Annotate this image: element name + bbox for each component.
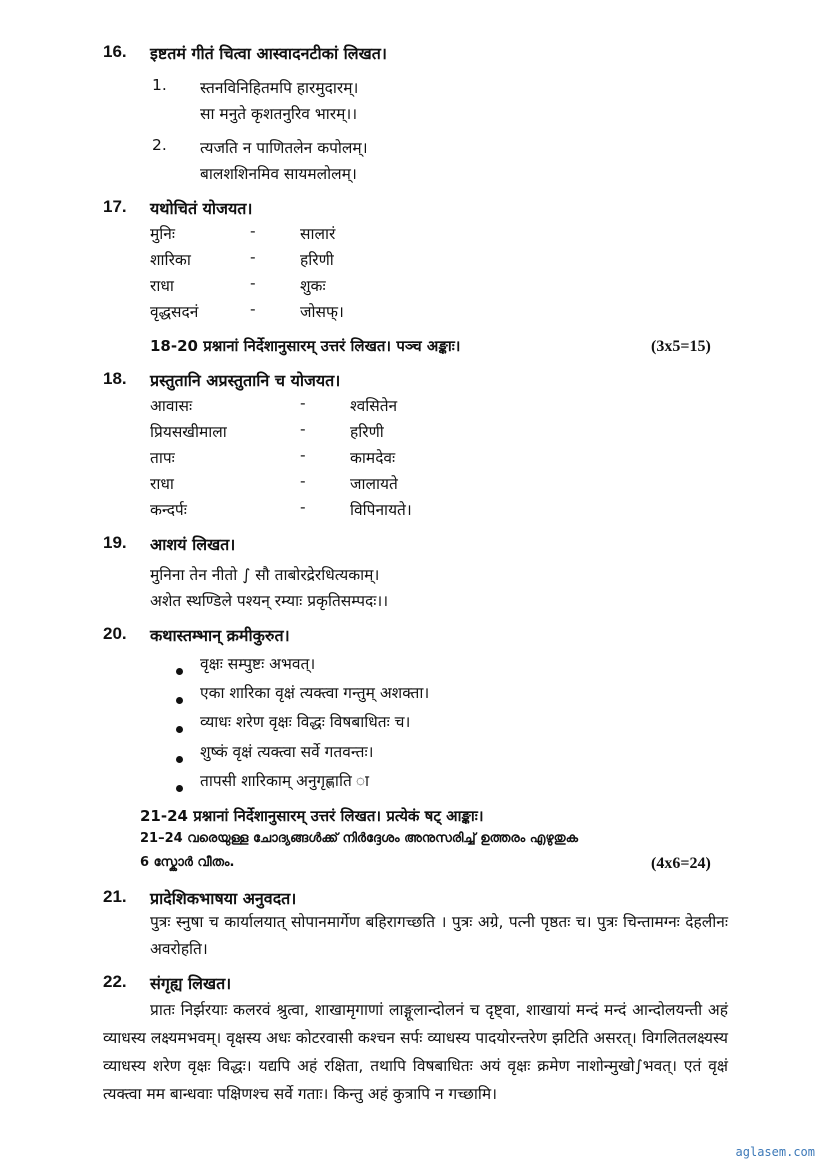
- section-18-20-instruction: 18-20 प्रश्नानां निर्देशानुसारम् उत्तरं लिखत। पञ्च अङ्काः।: [150, 337, 461, 355]
- q17-right-item: हरिणी: [300, 251, 334, 269]
- q19-verse-line1: मुनिना तेन नीतो ∫ सौ ताबोरद्रेरधित्यकाम्।: [150, 566, 380, 584]
- q17-number: 17.: [103, 197, 127, 216]
- q21-passage: पुत्रः स्नुषा च कार्यालयात् सोपानमार्गेण बहिरागच्छति । पुत्रः अग्रे, पत्नी पृष्ठतः च। पुत्रः चिन्तामग्नः देहलीनः अवरोहति।: [150, 913, 728, 958]
- q22-number: 22.: [103, 972, 127, 991]
- q18-right-item: श्वसितेन: [350, 397, 398, 415]
- q18-number: 18.: [103, 369, 127, 388]
- q17-right-item: शुकः: [300, 277, 326, 295]
- q16-verse1-number: 1.: [152, 76, 167, 94]
- q17-right-item: जोसफ्।: [300, 303, 344, 321]
- q17-left-item: शारिका: [150, 251, 191, 269]
- q17-right-item: सालारं: [300, 225, 336, 243]
- q18-left-item: आवासः: [150, 397, 193, 415]
- section-21-24-instruction: 21-24 प्रश्नानां निर्देशानुसारम् उत्तरं लिखत। प्रत्येकं षट् आङ्काः।: [140, 807, 484, 825]
- q18-right-item: जालायते: [350, 475, 398, 493]
- q17-dash: -: [250, 300, 256, 318]
- q19-title: आशयं लिखत।: [150, 535, 236, 554]
- q21-title: प्रादेशिकभाषया अनुवदत।: [150, 889, 297, 908]
- q19-verse-line2: अशेत स्थण्डिले पश्यन् रम्याः प्रकृतिसम्पदः।।: [150, 592, 389, 610]
- q17-left-item: राधा: [150, 277, 174, 295]
- q17-dash: -: [250, 274, 256, 292]
- q20-bullet: [176, 777, 183, 796]
- q18-dash: -: [300, 446, 306, 464]
- q22-passage: प्रातः निर्झरयाः कलरवं श्रुत्वा, शाखामृगाणां लाङ्गूलान्दोलनं च दृष्ट्वा, शाखायां मन्दं मन्दं आन्दोलयन्ती अहं व्याधस्य लक्ष्यमभवम्। वृक्षस्य अधः कोटरवासी कश्चन सर्पः व्याधस्य पादयोरन्तरेण झटिति असरत्। विगलितलक्ष्यस्य व्याधस्य शरेण वृक्षः विद्धः। यद्यपि अहं रक्षिता, तथापि विषबाधितः अयं वृक्षः क्रमेण नाशोन्मुखो∫भवत्। एतं वृक्षं त्यक्त्वा मम बान्धवाः पक्षिणश्च सर्वे गताः। किन्तु अहं कुत्रापि न गच्छामि।: [103, 1001, 728, 1103]
- q16-verse2-line1: त्यजति न पाणितलेन कपोलम्।: [200, 139, 368, 157]
- q22-title: संगृह्य लिखत।: [150, 974, 232, 993]
- q20-list-item: तापसी शारिकाम् अनुगृह्णाति ा: [200, 772, 370, 790]
- q18-dash: -: [300, 498, 306, 516]
- q17-left-item: मुनिः: [150, 225, 176, 243]
- q17-dash: -: [250, 222, 256, 240]
- q18-left-item: राधा: [150, 475, 174, 493]
- q20-list-item: वृक्षः सम्पुष्टः अभवत्।: [200, 655, 316, 673]
- q17-dash: -: [250, 248, 256, 266]
- section-21-24-malayalam-line2: 6 സ്കോർ വീതം.: [140, 855, 235, 870]
- q16-verse2-line2: बालशशिनमिव सायमलोलम्।: [200, 165, 357, 183]
- q18-right-item: हरिणी: [350, 423, 384, 441]
- q16-number: 16.: [103, 42, 127, 61]
- q20-bullet: [176, 718, 183, 737]
- section-21-24-malayalam-line1: 21–24 വരെയുള്ള ചോദ്യങ്ങൾക്ക് നിർദ്ദേശം അനുസരിച്ച് ഉത്തരം എഴുതുക: [140, 831, 579, 846]
- q18-dash: -: [300, 420, 306, 438]
- q20-bullet: [176, 748, 183, 767]
- section-21-24-marks: (4x6=24): [651, 855, 711, 872]
- q20-list-item: व्याधः शरेण वृक्षः विद्धः विषबाधितः च।: [200, 713, 411, 731]
- q18-right-item: कामदेवः: [350, 449, 396, 467]
- q17-left-item: वृद्धसदनं: [150, 303, 199, 321]
- section-18-20-marks: (3x5=15): [651, 338, 711, 355]
- q18-dash: -: [300, 472, 306, 490]
- footer-site-link[interactable]: aglasem.com: [735, 1145, 815, 1159]
- q18-left-item: तापः: [150, 449, 175, 467]
- q18-left-item: प्रियसखीमाला: [150, 423, 227, 441]
- q16-verse1-line2: सा मनुते कृशतनुरिव भारम्।।: [200, 105, 358, 123]
- q16-verse2-number: 2.: [152, 136, 167, 154]
- q21-number: 21.: [103, 887, 127, 906]
- q17-title: यथोचितं योजयत।: [150, 199, 253, 218]
- q20-title: कथास्तम्भान् क्रमीकुरुत।: [150, 626, 290, 645]
- q20-bullet: [176, 660, 183, 679]
- q18-dash: -: [300, 394, 306, 412]
- q16-verse1-line1: स्तनविनिहितमपि हारमुदारम्।: [200, 79, 359, 97]
- q20-number: 20.: [103, 624, 127, 643]
- q20-bullet: [176, 689, 183, 708]
- q18-title: प्रस्तुतानि अप्रस्तुतानि च योजयत।: [150, 371, 341, 390]
- q20-list-item: एका शारिका वृक्षं त्यक्त्वा गन्तुम् अशक्ता।: [200, 684, 430, 702]
- q16-title: इष्टतमं गीतं चित्वा आस्वादनटीकां लिखत।: [150, 44, 387, 63]
- q18-left-item: कन्दर्पः: [150, 501, 187, 519]
- q18-right-item: विपिनायते।: [350, 501, 412, 519]
- q19-number: 19.: [103, 533, 127, 552]
- q20-list-item: शुष्कं वृक्षं त्यक्त्वा सर्वे गतवन्तः।: [200, 743, 374, 761]
